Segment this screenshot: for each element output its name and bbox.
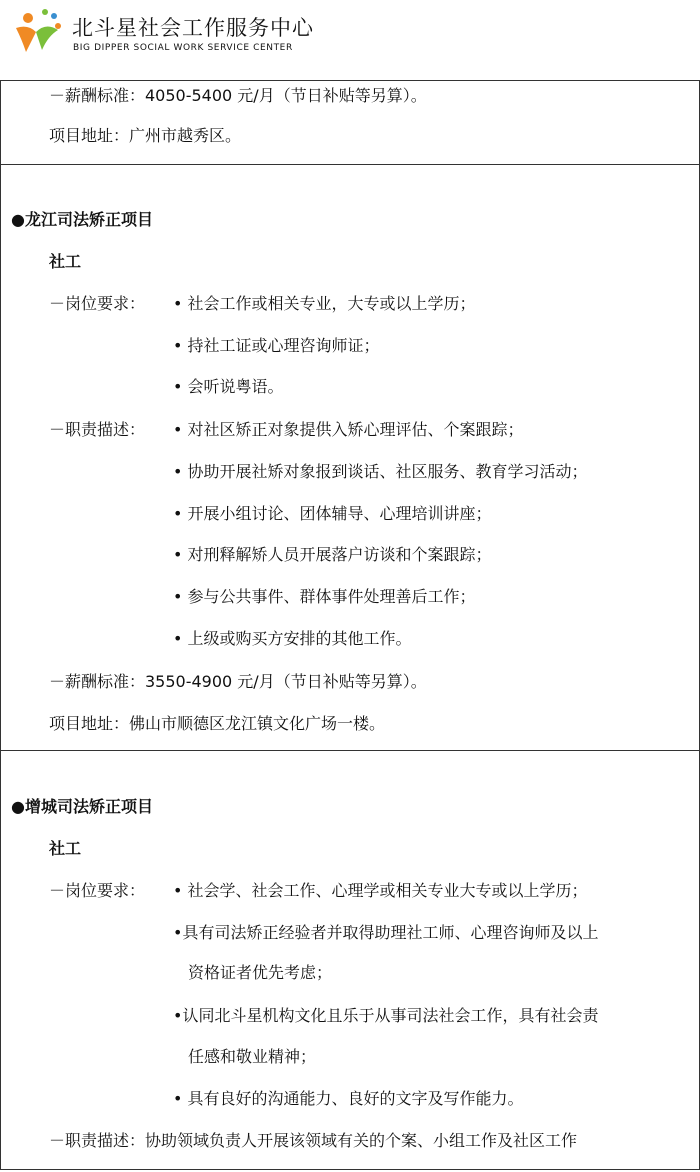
requirement-item: • 具有良好的沟通能力、良好的文字及写作能力。 xyxy=(173,1089,524,1108)
section-box-zengcheng xyxy=(0,750,700,1170)
duty-item: • 参与公共事件、群体事件处理善后工作； xyxy=(173,587,476,606)
requirement-item: • 社会工作或相关专业，大专或以上学历； xyxy=(173,294,476,313)
duty-item: • 对刑释解矫人员开展落户访谈和个案跟踪； xyxy=(173,545,492,564)
duty-item: • 上级或购买方安排的其他工作。 xyxy=(173,629,412,648)
requirement-item: • 持社工证或心理咨询师证； xyxy=(173,336,380,355)
requirement-item: •认同北斗星机构文化且乐于从事司法社会工作，具有社会责 xyxy=(173,1006,599,1025)
big-dipper-logo-icon xyxy=(14,6,66,56)
duty-item: • 开展小组讨论、团体辅导、心理培训讲座； xyxy=(173,504,492,523)
project-title: ●龙江司法矫正项目 xyxy=(11,210,153,229)
address-text: 项目地址：广州市越秀区。 xyxy=(49,126,242,145)
project-title: ●增城司法矫正项目 xyxy=(11,797,153,816)
requirement-item-continued: 资格证者优先考虑； xyxy=(188,963,333,982)
section-box-longjiang xyxy=(0,164,700,752)
requirement-item: • 社会学、社会工作、心理学或相关专业大专或以上学历； xyxy=(173,881,588,900)
requirement-item-continued: 任感和敬业精神； xyxy=(188,1047,317,1066)
duties-label: －职责描述： xyxy=(49,420,146,439)
duties-text: －职责描述：协助领域负责人开展该领域有关的个案、小组工作及社区工作 xyxy=(49,1131,578,1150)
role-title: 社工 xyxy=(49,839,82,858)
duty-item: • 协助开展社矫对象报到谈话、社区服务、教育学习活动； xyxy=(173,462,588,481)
role-title: 社工 xyxy=(49,252,82,271)
section-box-1 xyxy=(0,80,700,166)
requirement-item: •具有司法矫正经验者并取得助理社工师、心理咨询师及以上 xyxy=(173,923,599,942)
duty-item: • 对社区矫正对象提供入矫心理评估、个案跟踪； xyxy=(173,420,524,439)
salary-text: －薪酬标准：4050-5400 元/月（节日补贴等另算）。 xyxy=(49,86,427,105)
requirements-label: －岗位要求： xyxy=(49,294,146,313)
requirement-item: • 会听说粤语。 xyxy=(173,377,284,396)
salary-text: －薪酬标准：3550-4900 元/月（节日补贴等另算）。 xyxy=(49,672,427,691)
page-header xyxy=(0,0,700,80)
org-name-en: BIG DIPPER SOCIAL WORK SERVICE CENTER xyxy=(73,43,293,53)
org-name-cn: 北斗星社会工作服务中心 xyxy=(72,16,314,40)
address-text: 项目地址：佛山市顺德区龙江镇文化广场一楼。 xyxy=(49,714,386,733)
requirements-label: －岗位要求： xyxy=(49,881,146,900)
